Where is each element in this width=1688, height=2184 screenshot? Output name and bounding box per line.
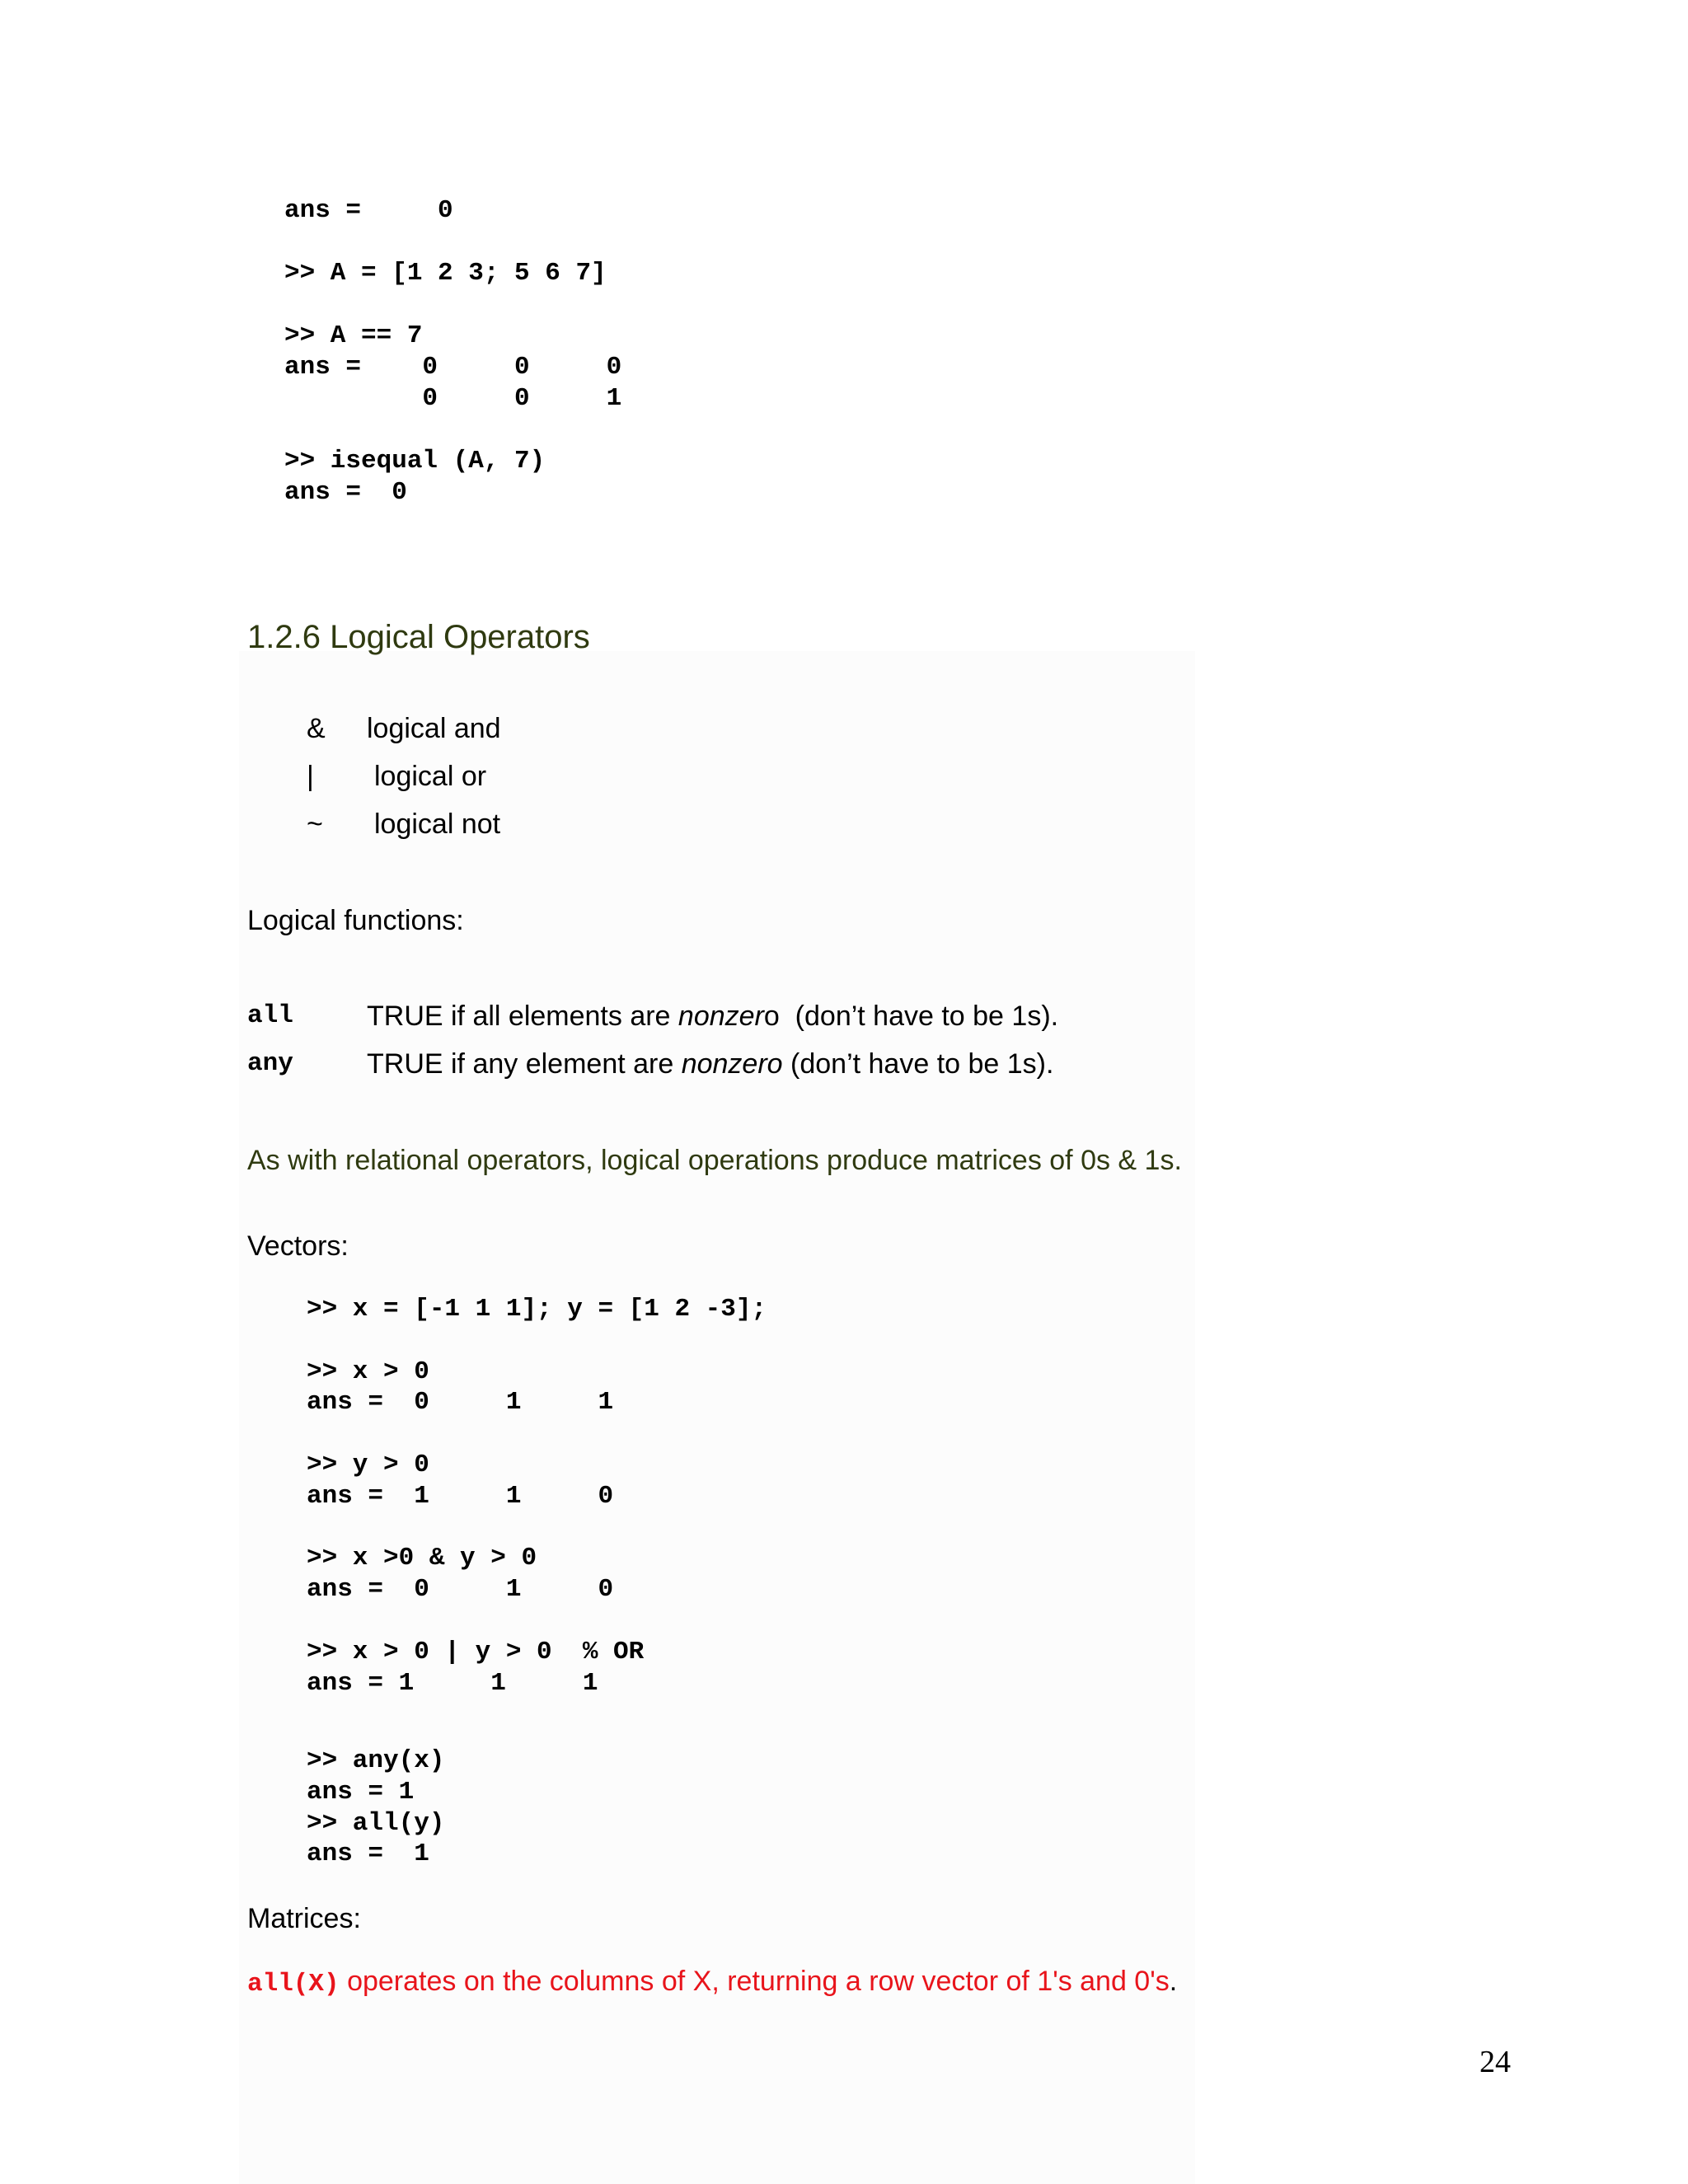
function-name: all xyxy=(247,1001,293,1030)
code-line: ans = 1 1 0 xyxy=(307,1481,614,1511)
emphasis: nonzero xyxy=(681,1048,783,1080)
code-line: ans = 0 xyxy=(284,196,453,225)
vectors-label: Vectors: xyxy=(247,1230,349,1262)
code-line: >> x > 0 | y > 0 % OR xyxy=(307,1637,645,1666)
matrices-label: Matrices: xyxy=(247,1903,361,1934)
logical-functions-label: Logical functions: xyxy=(247,905,464,936)
code-line: ans = 1 xyxy=(307,1840,429,1869)
code-line: >> x >0 & y > 0 xyxy=(307,1544,537,1573)
code-line: ans = 1 xyxy=(307,1777,415,1807)
code-line: ans = 0 1 0 xyxy=(307,1575,614,1605)
operator-description: logical not xyxy=(374,808,501,840)
inline-code: all(X) xyxy=(247,1970,340,1999)
code-line: >> all(y) xyxy=(307,1808,445,1838)
code-line: >> any(x) xyxy=(307,1746,445,1775)
function-description: TRUE if all elements are nonzero (don’t have to be 1s). xyxy=(367,1001,1059,1032)
code-line: ans = 0 0 0 xyxy=(284,353,622,382)
page-number: 24 xyxy=(1479,2045,1511,2079)
operator-symbol: & xyxy=(307,713,326,744)
code-line: ans = 1 1 1 xyxy=(307,1668,598,1698)
operator-symbol: ~ xyxy=(307,808,323,840)
emphasis: nonzer xyxy=(678,1001,764,1032)
code-line: >> A == 7 xyxy=(284,321,423,350)
function-description: TRUE if any element are nonzero (don’t have to be 1s). xyxy=(367,1048,1054,1080)
operator-description: logical and xyxy=(367,713,501,744)
code-line: >> A = [1 2 3; 5 6 7] xyxy=(284,259,607,288)
operator-symbol: | xyxy=(307,761,314,792)
code-line: >> isequal (A, 7) xyxy=(284,447,546,476)
code-line: >> x > 0 xyxy=(307,1357,429,1386)
section-heading: 1.2.6 Logical Operators xyxy=(247,619,590,655)
code-line: >> x = [-1 1 1]; y = [1 2 -3]; xyxy=(307,1295,767,1324)
note-text: As with relational operators, logical operations produce matrices of 0s & 1s. xyxy=(247,1145,1182,1176)
code-line: 0 0 1 xyxy=(284,384,622,413)
function-name: any xyxy=(247,1049,293,1078)
code-line: ans = 0 1 1 xyxy=(307,1388,614,1418)
matrices-description: all(X) operates on the columns of X, returning a row vector of 1's and 0's. xyxy=(247,1966,1178,1999)
code-line: >> y > 0 xyxy=(307,1451,429,1479)
operator-description: logical or xyxy=(374,761,487,792)
code-line: ans = 0 xyxy=(284,478,407,507)
